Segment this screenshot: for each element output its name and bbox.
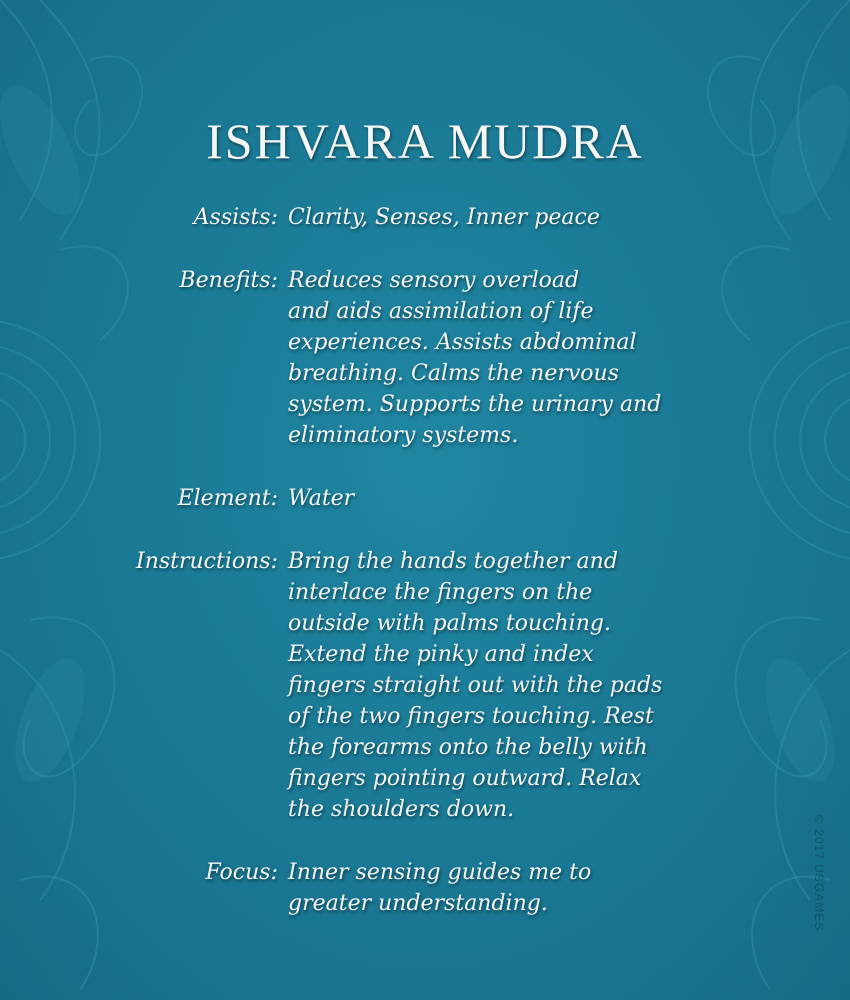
detail-label: Benefits: xyxy=(179,268,278,293)
card-details xyxy=(0,202,850,951)
detail-label: Element: xyxy=(177,486,278,511)
copyright-notice: © 2017 USGAMES xyxy=(812,815,826,932)
detail-value: Reduces sensory overload and aids assimilation of life experiences. Assists abdominal breathing. Calms the nervous system. Supports the urinary and eliminatory systems. xyxy=(288,268,662,448)
detail-label: Assists: xyxy=(193,205,278,230)
card-title: ISHVARA MUDRA xyxy=(206,113,644,169)
detail-value: Water xyxy=(288,486,355,511)
detail-label: Instructions: xyxy=(136,549,278,574)
detail-row-focus xyxy=(0,857,850,919)
detail-row-assists xyxy=(0,202,850,233)
detail-row-benefits xyxy=(0,265,850,451)
detail-row-element xyxy=(0,483,850,514)
detail-value: Inner sensing guides me to greater understanding. xyxy=(288,860,592,916)
detail-value: Bring the hands together and interlace the fingers on the outside with palms touching. Extend the pinky and index fingers straight out with the pads of the two fingers touching. Rest the forearms onto the belly with fingers pointing outward. Relax the shoulders down. xyxy=(288,549,663,822)
detail-value: Clarity, Senses, Inner peace xyxy=(288,205,600,230)
detail-label: Focus: xyxy=(205,860,278,885)
detail-row-instructions xyxy=(0,546,850,825)
